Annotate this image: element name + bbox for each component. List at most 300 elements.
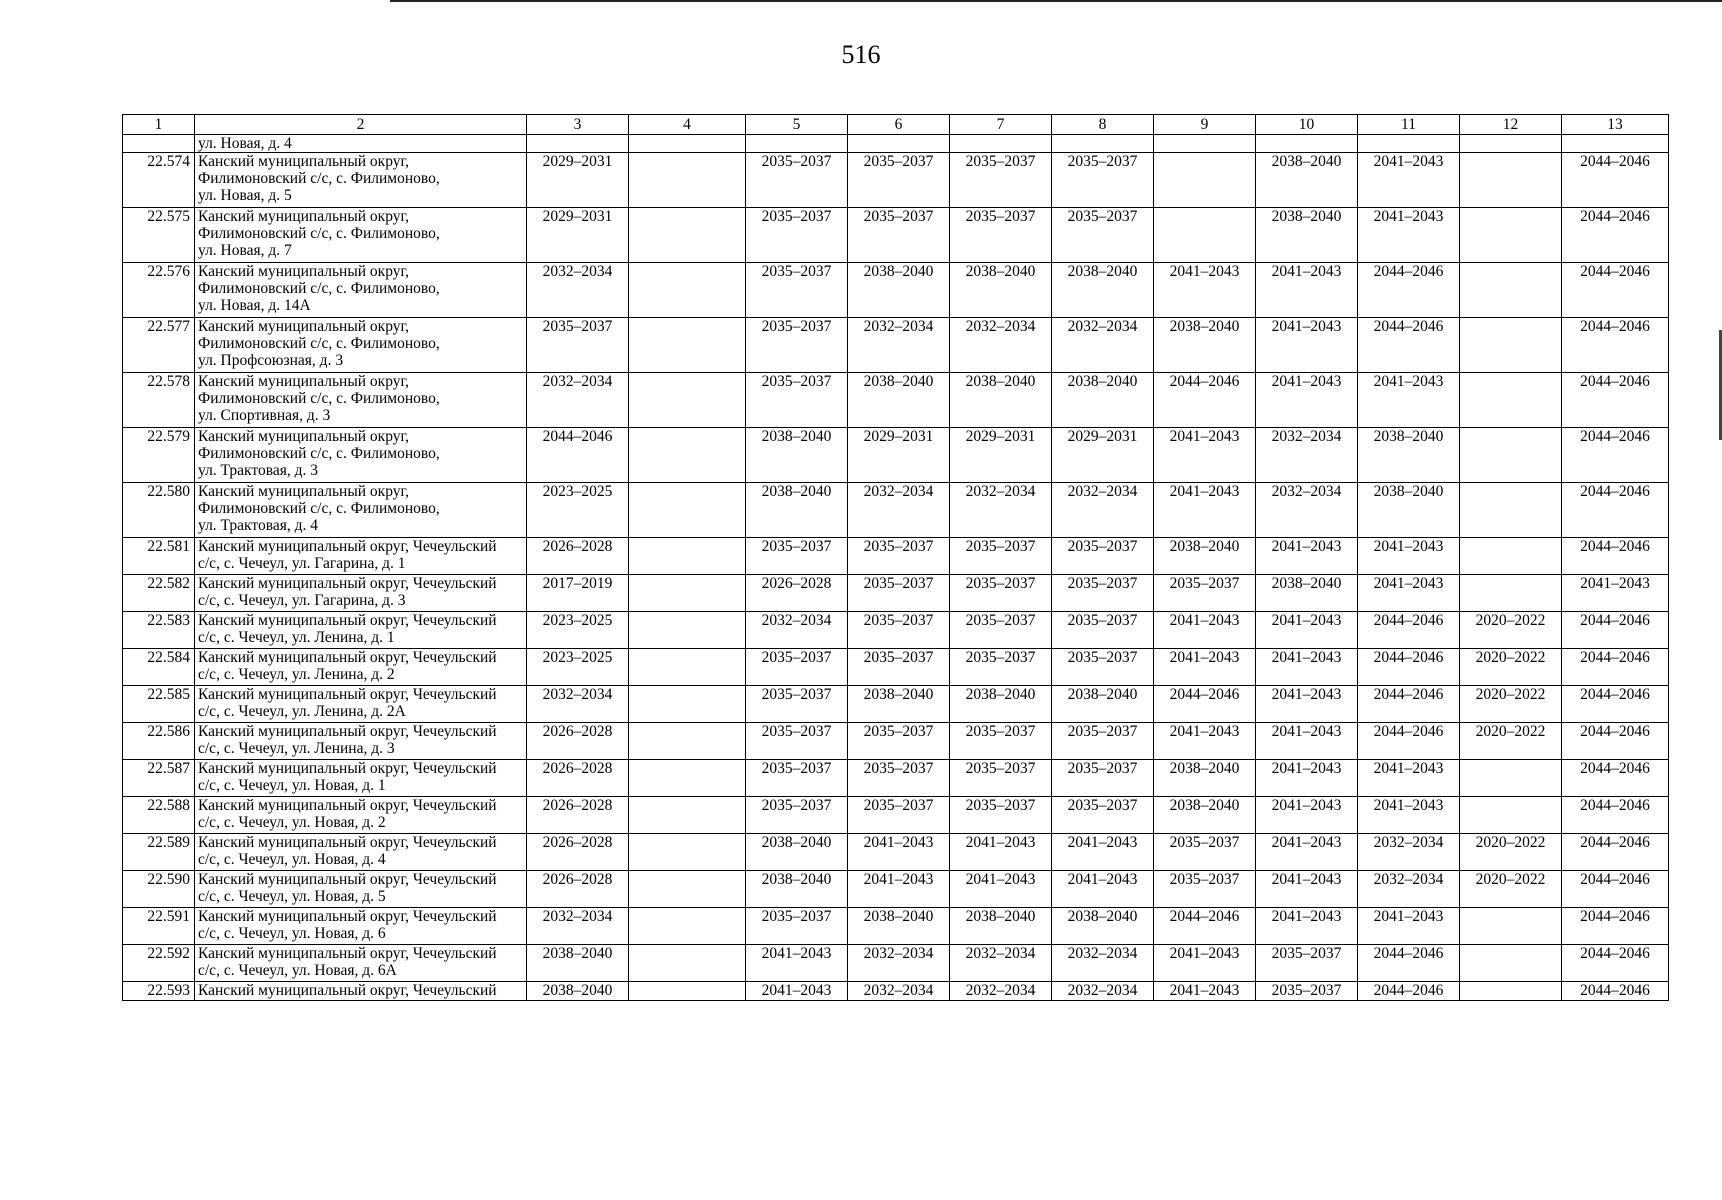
period-cell-col-10: 2035–2037 (1256, 945, 1358, 982)
period-cell-col-11: 2041–2043 (1358, 538, 1460, 575)
period-cell-col-5: 2038–2040 (746, 871, 848, 908)
period-cell-col-9: 2041–2043 (1154, 612, 1256, 649)
period-cell-col-9: 2041–2043 (1154, 723, 1256, 760)
period-cell-col-5: 2041–2043 (746, 982, 848, 1001)
period-cell-col-3: 2026–2028 (527, 723, 629, 760)
row-number: 22.578 (123, 373, 195, 428)
period-cell-col-4 (629, 797, 746, 834)
period-cell-col-7: 2035–2037 (950, 208, 1052, 263)
period-cell-col-4 (629, 760, 746, 797)
period-cell-col-12: 2020–2022 (1460, 612, 1562, 649)
column-header-4: 4 (629, 115, 746, 135)
row-number: 22.590 (123, 871, 195, 908)
period-cell-col-8: 2041–2043 (1052, 834, 1154, 871)
period-cell-col-13: 2044–2046 (1562, 908, 1669, 945)
period-cell-col-8: 2038–2040 (1052, 686, 1154, 723)
scan-top-rule (390, 0, 1722, 2)
period-cell-col-13: 2044–2046 (1562, 483, 1669, 538)
period-cell-col-6 (848, 135, 950, 153)
period-cell-col-7: 2035–2037 (950, 797, 1052, 834)
period-cell-col-6: 2032–2034 (848, 945, 950, 982)
address-cell (195, 834, 527, 871)
address-line: Филимоновский с/с, с. Филимоново, (198, 390, 440, 407)
period-cell-col-12 (1460, 373, 1562, 428)
row-number: 22.587 (123, 760, 195, 797)
address-line: с/с, с. Чечеул, ул. Новая, д. 5 (198, 888, 386, 905)
period-cell-col-6: 2035–2037 (848, 723, 950, 760)
period-cell-col-4 (629, 318, 746, 373)
period-cell-col-3: 2032–2034 (527, 373, 629, 428)
period-cell-col-13: 2044–2046 (1562, 373, 1669, 428)
table-row (123, 318, 1669, 373)
address-line: с/с, с. Чечеул, ул. Ленина, д. 2А (198, 703, 406, 720)
period-cell-col-9: 2038–2040 (1154, 318, 1256, 373)
period-cell-col-5: 2035–2037 (746, 686, 848, 723)
period-cell-col-10: 2041–2043 (1256, 686, 1358, 723)
period-cell-col-10: 2035–2037 (1256, 982, 1358, 1001)
address-line: Филимоновский с/с, с. Филимоново, (198, 335, 440, 352)
period-cell-col-5: 2035–2037 (746, 723, 848, 760)
address-cell (195, 760, 527, 797)
table-row (123, 538, 1669, 575)
period-cell-col-10 (1256, 135, 1358, 153)
period-cell-col-4 (629, 483, 746, 538)
address-line: с/с, с. Чечеул, ул. Новая, д. 2 (198, 814, 386, 831)
address-cell (195, 908, 527, 945)
period-cell-col-6: 2032–2034 (848, 318, 950, 373)
period-cell-col-12 (1460, 982, 1562, 1001)
period-cell-col-7: 2038–2040 (950, 686, 1052, 723)
period-cell-col-5: 2035–2037 (746, 649, 848, 686)
period-cell-col-6: 2038–2040 (848, 686, 950, 723)
period-cell-col-11: 2044–2046 (1358, 612, 1460, 649)
period-cell-col-9: 2041–2043 (1154, 263, 1256, 318)
table-row (123, 208, 1669, 263)
table-row (123, 871, 1669, 908)
table-row (123, 982, 1669, 1001)
period-cell-col-9: 2038–2040 (1154, 538, 1256, 575)
period-cell-col-4 (629, 153, 746, 208)
period-cell-col-8: 2038–2040 (1052, 908, 1154, 945)
address-cell (195, 797, 527, 834)
period-cell-col-10: 2041–2043 (1256, 373, 1358, 428)
row-number: 22.592 (123, 945, 195, 982)
address-cell (195, 945, 527, 982)
period-cell-col-3: 2026–2028 (527, 871, 629, 908)
period-cell-col-13: 2041–2043 (1562, 575, 1669, 612)
period-cell-col-3: 2026–2028 (527, 834, 629, 871)
row-number: 22.585 (123, 686, 195, 723)
address-line: ул. Новая, д. 14А (198, 297, 311, 314)
address-line: с/с, с. Чечеул, ул. Гагарина, д. 3 (198, 592, 406, 609)
period-cell-col-9: 2044–2046 (1154, 373, 1256, 428)
period-cell-col-9 (1154, 208, 1256, 263)
period-cell-col-6: 2041–2043 (848, 871, 950, 908)
period-cell-col-11: 2041–2043 (1358, 760, 1460, 797)
period-cell-col-6: 2032–2034 (848, 982, 950, 1001)
address-line: Филимоновский с/с, с. Филимоново, (198, 170, 440, 187)
period-cell-col-12 (1460, 318, 1562, 373)
period-cell-col-4 (629, 834, 746, 871)
address-line: ул. Новая, д. 7 (198, 242, 292, 259)
period-cell-col-13: 2044–2046 (1562, 649, 1669, 686)
period-cell-col-7: 2038–2040 (950, 263, 1052, 318)
period-cell-col-3: 2038–2040 (527, 982, 629, 1001)
period-cell-col-5: 2035–2037 (746, 318, 848, 373)
period-cell-col-6: 2035–2037 (848, 612, 950, 649)
table-row (123, 575, 1669, 612)
period-cell-col-9: 2038–2040 (1154, 797, 1256, 834)
period-cell-col-12 (1460, 263, 1562, 318)
table-row (123, 263, 1669, 318)
table-row (123, 373, 1669, 428)
column-header-8: 8 (1052, 115, 1154, 135)
address-line: ул. Спортивная, д. 3 (198, 407, 331, 424)
address-cell (195, 612, 527, 649)
period-cell-col-4 (629, 538, 746, 575)
row-number: 22.575 (123, 208, 195, 263)
period-cell-col-4 (629, 871, 746, 908)
period-cell-col-10: 2032–2034 (1256, 483, 1358, 538)
period-cell-col-8: 2029–2031 (1052, 428, 1154, 483)
period-cell-col-5: 2038–2040 (746, 483, 848, 538)
period-cell-col-13: 2044–2046 (1562, 153, 1669, 208)
period-cell-col-8: 2035–2037 (1052, 760, 1154, 797)
period-cell-col-7: 2038–2040 (950, 373, 1052, 428)
period-cell-col-11: 2044–2046 (1358, 318, 1460, 373)
row-number: 22.574 (123, 153, 195, 208)
period-cell-col-6: 2038–2040 (848, 373, 950, 428)
table-row (123, 135, 1669, 153)
period-cell-col-7 (950, 135, 1052, 153)
period-cell-col-8: 2035–2037 (1052, 723, 1154, 760)
header-row (123, 115, 1669, 135)
period-cell-col-10: 2041–2043 (1256, 871, 1358, 908)
period-cell-col-9: 2041–2043 (1154, 483, 1256, 538)
period-cell-col-12: 2020–2022 (1460, 686, 1562, 723)
period-cell-col-12 (1460, 153, 1562, 208)
period-cell-col-11: 2044–2046 (1358, 723, 1460, 760)
row-number: 22.577 (123, 318, 195, 373)
period-cell-col-10: 2041–2043 (1256, 723, 1358, 760)
period-cell-col-12 (1460, 208, 1562, 263)
period-cell-col-3: 2026–2028 (527, 538, 629, 575)
period-cell-col-4 (629, 208, 746, 263)
address-line: с/с, с. Чечеул, ул. Ленина, д. 2 (198, 666, 395, 683)
period-cell-col-5 (746, 135, 848, 153)
period-cell-col-4 (629, 428, 746, 483)
period-cell-col-4 (629, 686, 746, 723)
row-number: 22.582 (123, 575, 195, 612)
row-number: 22.591 (123, 908, 195, 945)
address-line: Канский муниципальный округ, Чечеульский (198, 649, 497, 666)
period-cell-col-6: 2035–2037 (848, 538, 950, 575)
row-number: 22.583 (123, 612, 195, 649)
address-cell (195, 538, 527, 575)
period-cell-col-9: 2035–2037 (1154, 834, 1256, 871)
address-line: с/с, с. Чечеул, ул. Новая, д. 1 (198, 777, 386, 794)
period-cell-col-7: 2035–2037 (950, 575, 1052, 612)
period-cell-col-11 (1358, 135, 1460, 153)
address-line: ул. Трактовая, д. 3 (198, 462, 318, 479)
address-line: с/с, с. Чечеул, ул. Ленина, д. 1 (198, 629, 395, 646)
table-row (123, 686, 1669, 723)
period-cell-col-6: 2035–2037 (848, 153, 950, 208)
address-line: Канский муниципальный округ, (198, 483, 409, 500)
period-cell-col-8: 2032–2034 (1052, 982, 1154, 1001)
address-line: Филимоновский с/с, с. Филимоново, (198, 500, 440, 517)
period-cell-col-8: 2032–2034 (1052, 483, 1154, 538)
table-row (123, 945, 1669, 982)
table-row (123, 760, 1669, 797)
address-line: ул. Профсоюзная, д. 3 (198, 352, 344, 369)
table-row (123, 723, 1669, 760)
period-cell-col-11: 2038–2040 (1358, 428, 1460, 483)
address-line: Канский муниципальный округ, Чечеульский (198, 871, 497, 888)
period-cell-col-13: 2044–2046 (1562, 871, 1669, 908)
period-cell-col-6: 2035–2037 (848, 208, 950, 263)
period-cell-col-7: 2032–2034 (950, 318, 1052, 373)
period-cell-col-10: 2041–2043 (1256, 834, 1358, 871)
table-row (123, 834, 1669, 871)
period-cell-col-12 (1460, 428, 1562, 483)
period-cell-col-5: 2035–2037 (746, 153, 848, 208)
address-line: Филимоновский с/с, с. Филимоново, (198, 280, 440, 297)
period-cell-col-5: 2035–2037 (746, 908, 848, 945)
period-cell-col-5: 2026–2028 (746, 575, 848, 612)
period-cell-col-5: 2035–2037 (746, 760, 848, 797)
table-row (123, 612, 1669, 649)
period-cell-col-13: 2044–2046 (1562, 428, 1669, 483)
row-number: 22.581 (123, 538, 195, 575)
address-cell (195, 373, 527, 428)
address-cell (195, 686, 527, 723)
period-cell-col-8: 2035–2037 (1052, 612, 1154, 649)
period-cell-col-12: 2020–2022 (1460, 871, 1562, 908)
period-cell-col-6: 2038–2040 (848, 263, 950, 318)
address-line: Канский муниципальный округ, Чечеульский (198, 945, 497, 962)
period-cell-col-10: 2041–2043 (1256, 612, 1358, 649)
period-cell-col-9: 2041–2043 (1154, 945, 1256, 982)
period-cell-col-8: 2038–2040 (1052, 373, 1154, 428)
table-header (123, 115, 1669, 135)
period-cell-col-11: 2044–2046 (1358, 649, 1460, 686)
period-cell-col-11: 2044–2046 (1358, 263, 1460, 318)
period-cell-col-4 (629, 908, 746, 945)
row-number: 22.584 (123, 649, 195, 686)
period-cell-col-12 (1460, 797, 1562, 834)
period-cell-col-10: 2041–2043 (1256, 649, 1358, 686)
table-row (123, 153, 1669, 208)
period-cell-col-13: 2044–2046 (1562, 612, 1669, 649)
period-cell-col-3: 2029–2031 (527, 208, 629, 263)
period-cell-col-8: 2035–2037 (1052, 538, 1154, 575)
period-cell-col-13: 2044–2046 (1562, 263, 1669, 318)
period-cell-col-7: 2035–2037 (950, 723, 1052, 760)
period-cell-col-6: 2032–2034 (848, 483, 950, 538)
period-cell-col-8: 2035–2037 (1052, 575, 1154, 612)
address-line: с/с, с. Чечеул, ул. Новая, д. 6 (198, 925, 386, 942)
period-cell-col-11: 2044–2046 (1358, 982, 1460, 1001)
period-cell-col-10: 2038–2040 (1256, 575, 1358, 612)
period-cell-col-12 (1460, 945, 1562, 982)
period-cell-col-10: 2041–2043 (1256, 263, 1358, 318)
address-line: с/с, с. Чечеул, ул. Новая, д. 6А (198, 962, 397, 979)
address-cell (195, 135, 527, 153)
period-cell-col-4 (629, 982, 746, 1001)
period-cell-col-4 (629, 612, 746, 649)
row-number: 22.586 (123, 723, 195, 760)
period-cell-col-4 (629, 945, 746, 982)
period-cell-col-3: 2026–2028 (527, 760, 629, 797)
period-cell-col-7: 2038–2040 (950, 908, 1052, 945)
period-cell-col-13 (1562, 135, 1669, 153)
period-cell-col-6: 2035–2037 (848, 649, 950, 686)
address-cell (195, 208, 527, 263)
address-cell (195, 153, 527, 208)
period-cell-col-12 (1460, 908, 1562, 945)
period-cell-col-3: 2026–2028 (527, 797, 629, 834)
address-cell (195, 723, 527, 760)
address-line: Канский муниципальный округ, Чечеульский (198, 797, 497, 814)
period-cell-col-13: 2044–2046 (1562, 834, 1669, 871)
period-cell-col-3: 2029–2031 (527, 153, 629, 208)
period-cell-col-3: 2017–2019 (527, 575, 629, 612)
period-cell-col-13: 2044–2046 (1562, 982, 1669, 1001)
address-line: Канский муниципальный округ, (198, 153, 409, 170)
period-cell-col-11: 2032–2034 (1358, 871, 1460, 908)
address-line: Канский муниципальный округ, (198, 373, 409, 390)
period-cell-col-7: 2035–2037 (950, 760, 1052, 797)
column-header-9: 9 (1154, 115, 1256, 135)
period-cell-col-7: 2041–2043 (950, 834, 1052, 871)
period-cell-col-8: 2035–2037 (1052, 208, 1154, 263)
row-number: 22.593 (123, 982, 195, 1001)
address-line: с/с, с. Чечеул, ул. Гагарина, д. 1 (198, 555, 406, 572)
period-cell-col-6: 2038–2040 (848, 908, 950, 945)
table-body (123, 135, 1669, 1001)
row-number: 22.589 (123, 834, 195, 871)
row-number: 22.588 (123, 797, 195, 834)
address-line: Канский муниципальный округ, (198, 208, 409, 225)
period-cell-col-10: 2032–2034 (1256, 428, 1358, 483)
period-cell-col-13: 2044–2046 (1562, 318, 1669, 373)
period-cell-col-4 (629, 649, 746, 686)
address-line: Канский муниципальный округ, (198, 263, 409, 280)
period-cell-col-7: 2041–2043 (950, 871, 1052, 908)
table-row (123, 797, 1669, 834)
period-cell-col-3: 2032–2034 (527, 686, 629, 723)
period-cell-col-8: 2035–2037 (1052, 797, 1154, 834)
address-line: Канский муниципальный округ, Чечеульский (198, 686, 497, 703)
period-cell-col-7: 2032–2034 (950, 483, 1052, 538)
column-header-3: 3 (527, 115, 629, 135)
period-cell-col-7: 2032–2034 (950, 945, 1052, 982)
period-cell-col-9: 2035–2037 (1154, 871, 1256, 908)
period-cell-col-9: 2041–2043 (1154, 428, 1256, 483)
period-cell-col-3 (527, 135, 629, 153)
row-number (123, 135, 195, 153)
period-cell-col-9: 2041–2043 (1154, 982, 1256, 1001)
period-cell-col-12 (1460, 135, 1562, 153)
column-header-1: 1 (123, 115, 195, 135)
column-header-6: 6 (848, 115, 950, 135)
period-cell-col-6: 2035–2037 (848, 575, 950, 612)
period-cell-col-12: 2020–2022 (1460, 834, 1562, 871)
period-cell-col-13: 2044–2046 (1562, 760, 1669, 797)
period-cell-col-8: 2038–2040 (1052, 263, 1154, 318)
period-cell-col-6: 2041–2043 (848, 834, 950, 871)
column-header-12: 12 (1460, 115, 1562, 135)
period-cell-col-9: 2038–2040 (1154, 760, 1256, 797)
period-cell-col-11: 2041–2043 (1358, 908, 1460, 945)
period-cell-col-5: 2041–2043 (746, 945, 848, 982)
period-cell-col-11: 2041–2043 (1358, 153, 1460, 208)
period-cell-col-10: 2038–2040 (1256, 208, 1358, 263)
row-number: 22.580 (123, 483, 195, 538)
period-cell-col-5: 2035–2037 (746, 373, 848, 428)
period-cell-col-13: 2044–2046 (1562, 686, 1669, 723)
column-header-13: 13 (1562, 115, 1669, 135)
address-cell (195, 318, 527, 373)
address-cell (195, 263, 527, 318)
period-cell-col-3: 2035–2037 (527, 318, 629, 373)
address-line: Канский муниципальный округ, Чечеульский (198, 908, 497, 925)
period-cell-col-12: 2020–2022 (1460, 723, 1562, 760)
period-cell-col-13: 2044–2046 (1562, 208, 1669, 263)
period-cell-col-11: 2044–2046 (1358, 686, 1460, 723)
period-cell-col-10: 2041–2043 (1256, 318, 1358, 373)
period-cell-col-5: 2032–2034 (746, 612, 848, 649)
period-cell-col-10: 2041–2043 (1256, 760, 1358, 797)
address-line: Канский муниципальный округ, Чечеульский (198, 982, 497, 999)
period-cell-col-13: 2044–2046 (1562, 538, 1669, 575)
schedule-table (122, 114, 1669, 1001)
address-cell (195, 575, 527, 612)
period-cell-col-3: 2038–2040 (527, 945, 629, 982)
period-cell-col-10: 2041–2043 (1256, 538, 1358, 575)
address-line: Канский муниципальный округ, Чечеульский (198, 612, 497, 629)
period-cell-col-9 (1154, 135, 1256, 153)
address-line: Канский муниципальный округ, Чечеульский (198, 760, 497, 777)
page-number: 516 (841, 40, 881, 69)
period-cell-col-11: 2044–2046 (1358, 945, 1460, 982)
period-cell-col-11: 2032–2034 (1358, 834, 1460, 871)
period-cell-col-3: 2044–2046 (527, 428, 629, 483)
address-line: Канский муниципальный округ, Чечеульский (198, 723, 497, 740)
period-cell-col-9: 2044–2046 (1154, 686, 1256, 723)
period-cell-col-13: 2044–2046 (1562, 797, 1669, 834)
address-line: ул. Новая, д. 4 (198, 135, 292, 152)
row-number: 22.579 (123, 428, 195, 483)
period-cell-col-7: 2035–2037 (950, 153, 1052, 208)
address-line: Филимоновский с/с, с. Филимоново, (198, 445, 440, 462)
period-cell-col-12 (1460, 760, 1562, 797)
address-line: ул. Трактовая, д. 4 (198, 517, 318, 534)
period-cell-col-8: 2032–2034 (1052, 945, 1154, 982)
period-cell-col-5: 2035–2037 (746, 797, 848, 834)
period-cell-col-4 (629, 575, 746, 612)
period-cell-col-7: 2032–2034 (950, 982, 1052, 1001)
column-header-2: 2 (195, 115, 527, 135)
period-cell-col-5: 2035–2037 (746, 263, 848, 318)
address-line: с/с, с. Чечеул, ул. Ленина, д. 3 (198, 740, 395, 757)
period-cell-col-9: 2044–2046 (1154, 908, 1256, 945)
period-cell-col-3: 2023–2025 (527, 649, 629, 686)
table-row (123, 428, 1669, 483)
period-cell-col-8: 2032–2034 (1052, 318, 1154, 373)
table-row (123, 908, 1669, 945)
